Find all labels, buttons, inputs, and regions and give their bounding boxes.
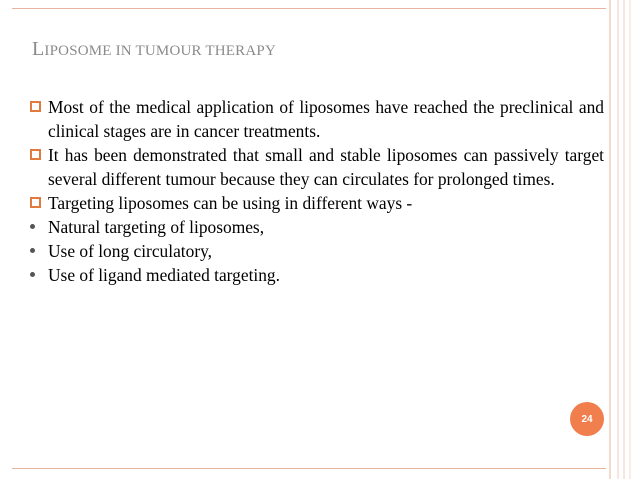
bottom-divider — [12, 468, 606, 469]
edge-decoration — [608, 0, 638, 479]
slide-title: LIPOSOME IN TUMOUR THERAPY — [32, 38, 276, 60]
list-item — [26, 191, 604, 215]
bullet-text: Use of long circulatory, — [48, 241, 213, 261]
list-item — [26, 263, 604, 287]
hollow-square-bullet-icon — [27, 95, 45, 119]
hollow-square-bullet-icon — [27, 191, 45, 215]
top-divider — [12, 8, 606, 9]
hollow-square-bullet-icon — [27, 143, 45, 167]
dot-bullet-icon — [27, 239, 45, 263]
bullet-text: It has been demonstrated that small and stable liposomes can passively target several different tumour because they can circulates for prolonged times. — [48, 145, 604, 189]
bullet-text: Use of ligand mediated targeting. — [48, 265, 280, 285]
bullet-text: Targeting liposomes can be using in different ways - — [48, 193, 413, 213]
list-item — [26, 239, 604, 263]
bullet-list — [26, 95, 604, 287]
bullet-text: Most of the medical application of liposomes have reached the preclinical and clinical stages are in cancer treatments. — [48, 97, 604, 141]
list-item — [26, 215, 604, 239]
page-number-badge: 24 — [570, 402, 604, 436]
bullet-text: Natural targeting of liposomes, — [48, 217, 265, 237]
list-item — [26, 143, 604, 191]
list-item — [26, 95, 604, 143]
dot-bullet-icon — [27, 263, 45, 287]
dot-bullet-icon — [27, 215, 45, 239]
